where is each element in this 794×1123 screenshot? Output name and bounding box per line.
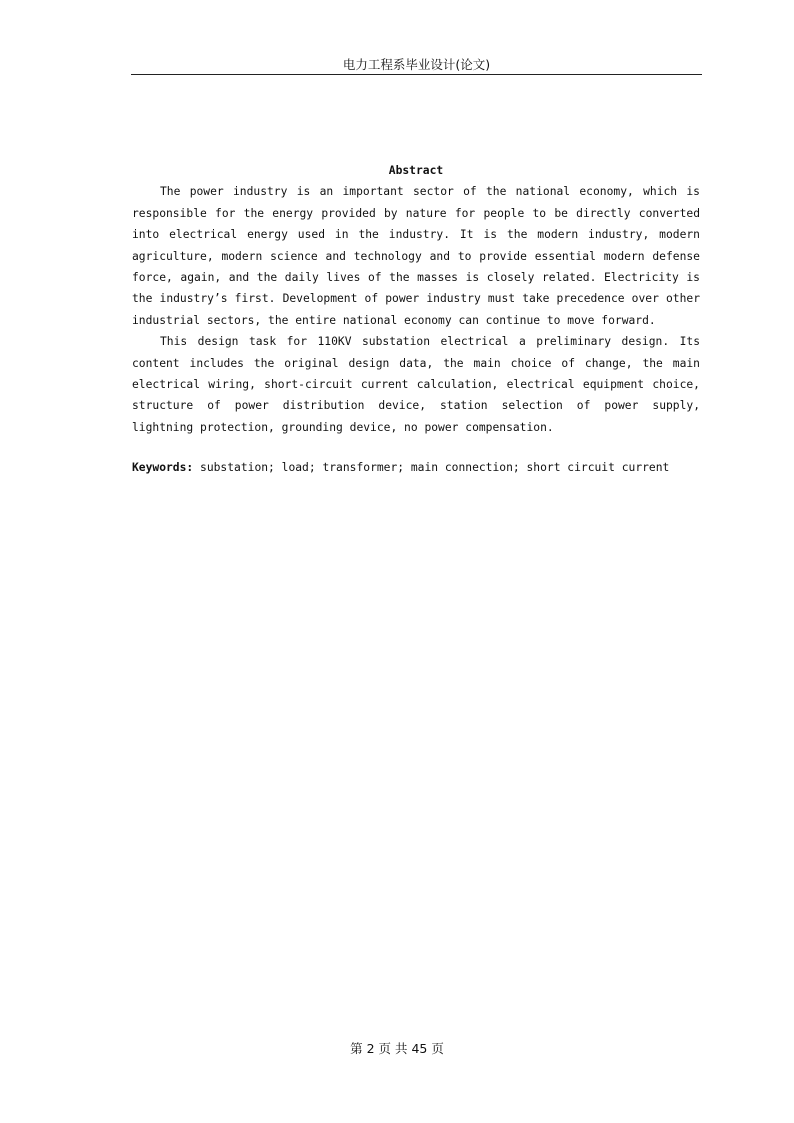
abstract-section bbox=[132, 160, 700, 479]
page-footer: 第 2 页 共 45 页 bbox=[350, 1041, 444, 1056]
keywords-label: Keywords: bbox=[132, 461, 194, 475]
abstract-paragraph-2: This design task for 110KV substation electrical a preliminary design. Its content includes the original design data, the main choice of change, the main electrical wiring, short-circuit current calculation, electrical equipment choice, structure of power distribution device, station selection of power supply, lightning protection, grounding device, no power compensation. bbox=[132, 335, 700, 434]
page-header: 电力工程系毕业设计(论文) bbox=[131, 56, 702, 75]
keywords-line bbox=[132, 457, 700, 478]
abstract-title: Abstract bbox=[388, 164, 444, 177]
keywords-text: substation; load; transformer; main connection; short circuit current bbox=[200, 461, 670, 475]
abstract-paragraph-1: The power industry is an important sector of the national economy, which is responsible for the energy provided by nature for people to be directly converted into electrical energy used in the industry. It is the modern industry, modern agriculture, modern science and technology and to provide essential modern defense force, again, and the daily lives of the masses is closely related. Electricity is the industry’s first. Development of power industry must take precedence over other industrial sectors, the entire national economy can continue to move forward. bbox=[132, 185, 700, 327]
